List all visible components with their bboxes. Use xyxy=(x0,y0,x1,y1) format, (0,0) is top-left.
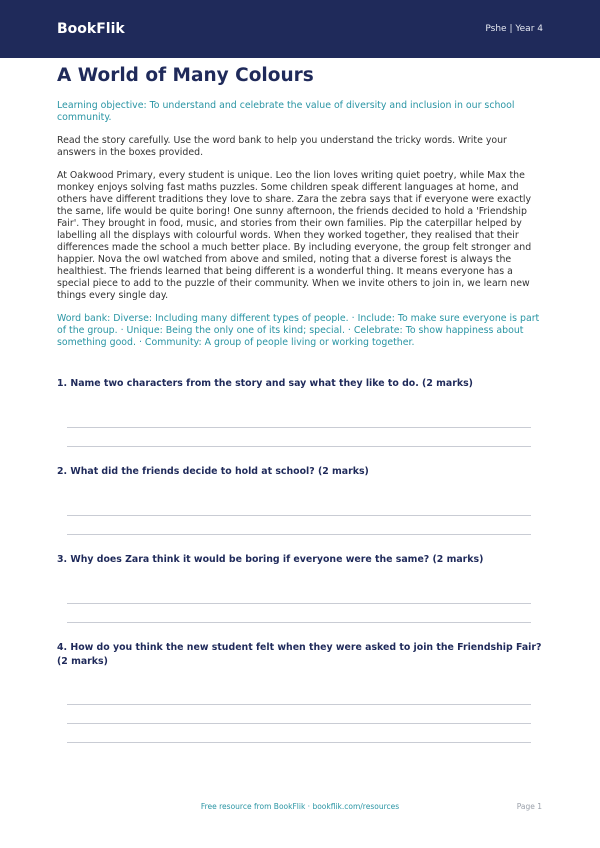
page-header xyxy=(0,0,600,58)
worksheet-title: A World of Many Colours xyxy=(57,65,314,86)
word-bank: Word bank: Diverse: Including many different types of people. · Include: To make sure everyone is part of the group. · Unique: Being the only one of its kind; special. · Celebrate: To show happiness about something good. · Community: A group of people living or working together. xyxy=(57,313,540,348)
subject-year-label: Pshe | Year 4 xyxy=(485,24,543,34)
answer-line[interactable] xyxy=(67,723,531,724)
story-text: At Oakwood Primary, every student is unique. Leo the lion loves writing quiet poetry, while Max the monkey enjoys solving fast maths puzzles. Some children speak different languages at home, and others have different traditions they love to share. Zara the zebra says that if everyone were exactly the same, life would be quite boring! One sunny afternoon, the friends decided to hold a 'Friendship Fair'. They brought in food, music, and stories from their own families. Pip the caterpillar helped by labelling all the displays with colourful words. When they worked together, they realised that their differences made the school a much better place. By including everyone, the group felt stronger and happier. Nova the owl watched from above and smiled, noting that a diverse forest is always the healthiest. The friends learned that being different is a wonderful thing. It means everyone has a special piece to add to the puzzle of their community. When we invite others to join in, we learn new things every single day. xyxy=(57,170,532,301)
answer-line[interactable] xyxy=(67,742,531,743)
answer-line[interactable] xyxy=(67,704,531,705)
question-text: 4. How do you think the new student felt when they were asked to join the Friendship Fair? (2 marks) xyxy=(57,642,542,667)
footer-link[interactable]: Free resource from BookFlik · bookflik.com/resources xyxy=(200,802,400,811)
question-text: 2. What did the friends decide to hold at school? (2 marks) xyxy=(57,466,369,477)
instructions: Read the story carefully. Use the word bank to help you understand the tricky words. Write your answers in the boxes provided. xyxy=(57,135,507,158)
question-2 xyxy=(57,465,543,479)
question-text: 3. Why does Zara think it would be boring if everyone were the same? (2 marks) xyxy=(57,554,484,565)
question-text: 1. Name two characters from the story and say what they like to do. (2 marks) xyxy=(57,378,473,389)
question-3 xyxy=(57,553,543,567)
brand-logo: BookFlik xyxy=(57,21,125,37)
answer-line[interactable] xyxy=(67,446,531,447)
answer-line[interactable] xyxy=(67,534,531,535)
page-number: Page 1 xyxy=(516,802,542,811)
answer-line[interactable] xyxy=(67,427,531,428)
question-1 xyxy=(57,377,543,391)
learning-objective: Learning objective: To understand and celebrate the value of diversity and inclusion in our school community. xyxy=(57,100,515,123)
answer-line[interactable] xyxy=(67,515,531,516)
answer-line[interactable] xyxy=(67,622,531,623)
question-4 xyxy=(57,641,543,669)
worksheet-body xyxy=(57,64,543,349)
answer-line[interactable] xyxy=(67,603,531,604)
